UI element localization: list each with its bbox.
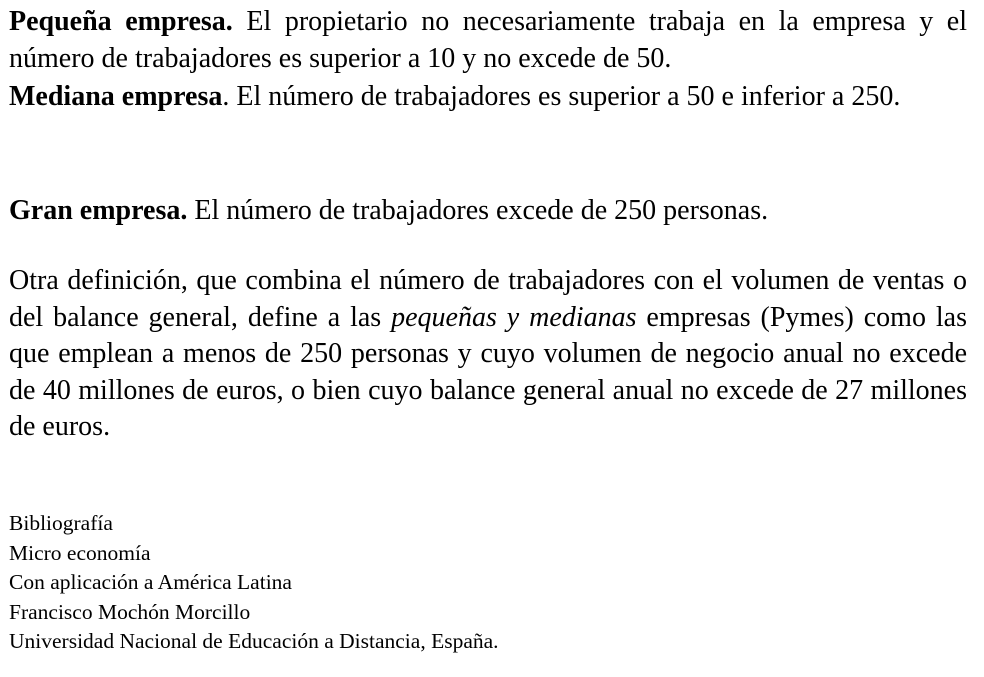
paragraph-pequena-empresa xyxy=(9,4,967,77)
term-pequena-empresa: Pequeña empresa. xyxy=(9,6,233,37)
bibliography-publisher: Universidad Nacional de Educación a Distancia, España. xyxy=(9,629,499,653)
bibliography-heading: Bibliografía xyxy=(9,511,113,535)
otra-definicion-italic: pequeñas y medianas xyxy=(391,301,637,333)
bibliography-subtitle: Con aplicación a América Latina xyxy=(9,570,292,594)
term-gran-empresa: Gran empresa. xyxy=(9,195,188,226)
paragraph-otra-definicion xyxy=(9,263,967,446)
paragraph-mediana-empresa xyxy=(9,79,967,116)
otra-definicion-text-start: Otra definición, que combina el número de trabajadores con el volumen de ventas o del balance general, define a las xyxy=(9,265,967,333)
otra-definicion-text-end: empresas (Pymes) como las que emplean a menos de 250 personas y cuyo volumen de negocio anual no excede de 40 millones de euros, o bien cuyo balance general anual no excede de 27 millones de euros. xyxy=(9,301,967,442)
definition-gran-empresa: El número de trabajadores excede de 250 personas. xyxy=(187,195,769,226)
bibliography-author: Francisco Mochón Morcillo xyxy=(9,599,251,624)
definition-pequena-empresa: El propietario no necesariamente trabaja en la empresa y el número de trabajadores es superior a 10 y no excede de 50. xyxy=(9,6,967,74)
paragraph-gran-empresa xyxy=(9,193,967,230)
definition-mediana-empresa: . El número de trabajadores es superior a 50 e inferior a 250. xyxy=(222,81,901,112)
bibliography-title: Micro economía xyxy=(9,540,151,565)
bibliography xyxy=(9,509,499,657)
term-mediana-empresa: Mediana empresa xyxy=(9,81,223,112)
